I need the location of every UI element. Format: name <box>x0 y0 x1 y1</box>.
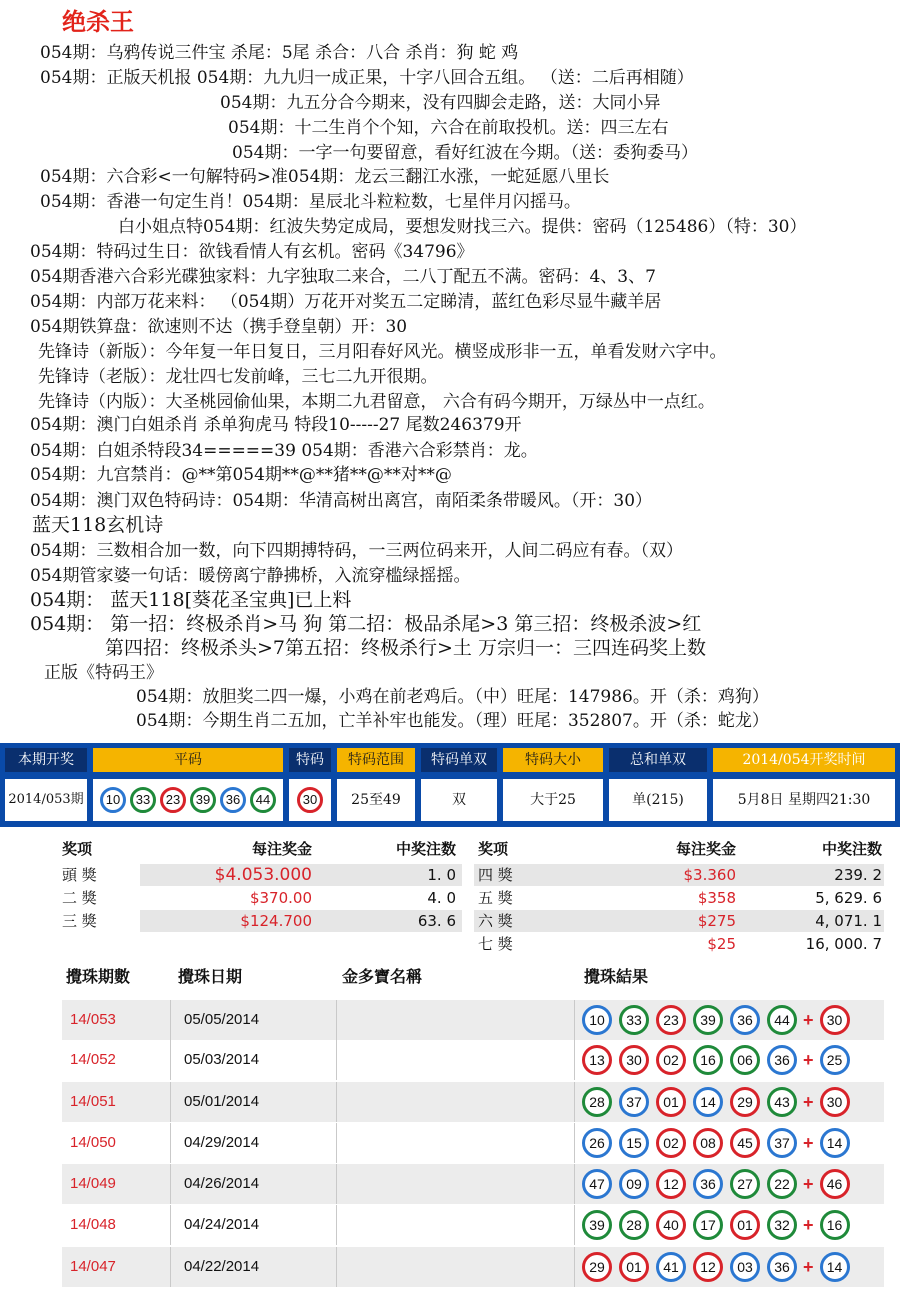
history-balls <box>582 1169 850 1199</box>
result-ball: 44 <box>767 1005 797 1035</box>
prize-count: 4. 0 <box>427 889 456 907</box>
regular-ball: 23 <box>160 787 186 813</box>
column-divider <box>336 1000 337 1040</box>
prize-amount: $275 <box>697 912 736 930</box>
history-balls <box>582 1128 850 1158</box>
special-result-ball: 30 <box>820 1005 850 1035</box>
result-ball: 36 <box>767 1252 797 1282</box>
text-line: 054期：内部万花来料： （054期）万花开对奖五二定睇清，蓝红色彩尽显牛藏羊居 <box>30 292 662 312</box>
special-result-ball: 46 <box>820 1169 850 1199</box>
history-date: 04/24/2014 <box>184 1216 260 1233</box>
column-divider <box>574 1040 575 1080</box>
prize-name: 頭 獎 <box>62 866 97 884</box>
text-line: 054期：澳门双色特码诗：054期：华清高树出离宫，南陌柔条带暖风。（开：30） <box>30 491 653 511</box>
history-row <box>62 1040 884 1080</box>
prize-count: 239. 2 <box>834 866 882 884</box>
result-ball: 02 <box>656 1128 686 1158</box>
result-ball: 30 <box>619 1045 649 1075</box>
column-divider <box>336 1247 337 1287</box>
result-ball: 29 <box>582 1252 612 1282</box>
result-ball: 36 <box>693 1169 723 1199</box>
text-line: 第四招：终极杀头>7第五招：终极杀行>土 万宗归一：三四连码奖上数 <box>105 637 706 659</box>
history-period: 14/052 <box>70 1051 116 1068</box>
history-date: 05/05/2014 <box>184 1011 260 1028</box>
text-line: 054期：九宫禁肖：@**第054期**@**猪**@**对**@ <box>30 465 452 485</box>
prize-count: 16, 000. 7 <box>805 935 882 953</box>
text-line: 白小姐点特054期：红波失势定成局，要想发财找三六。提供：密码（125486）（特：30） <box>118 217 807 237</box>
text-line: 054期：今期生肖二五加，亡羊补牢也能发。（理）旺尾：352807。开（杀：蛇龙） <box>136 711 769 731</box>
text-line: 054期：一字一句要留意，看好红波在今期。（送：委狗委马） <box>232 143 698 163</box>
result-ball: 43 <box>767 1087 797 1117</box>
result-ball: 39 <box>693 1005 723 1035</box>
column-divider <box>336 1123 337 1163</box>
prize-header-count: 中奖注数 <box>821 840 882 858</box>
prize-name: 二 獎 <box>62 889 97 907</box>
result-ball: 47 <box>582 1169 612 1199</box>
result-ball: 37 <box>619 1087 649 1117</box>
column-divider <box>336 1205 337 1245</box>
header-current-draw: 本期开奖 <box>5 748 87 772</box>
prize-name: 三 獎 <box>62 912 97 930</box>
header-range: 特码范围 <box>337 748 415 772</box>
text-line: 054期： 第一招：终极杀肖>马 狗 第二招：极品杀尾>3 第三招：终极杀波>红 <box>30 613 702 635</box>
history-period: 14/048 <box>70 1216 116 1233</box>
special-result-ball: 16 <box>820 1210 850 1240</box>
column-divider <box>170 1164 171 1204</box>
result-ball: 08 <box>693 1128 723 1158</box>
result-ball: 10 <box>582 1005 612 1035</box>
history-row <box>62 1205 884 1245</box>
text-line: 先锋诗（老版）：龙壮四七发前峰，三七二九开很期。 <box>38 367 438 387</box>
header-regular: 平码 <box>93 748 283 772</box>
history-row <box>62 1082 884 1122</box>
text-line: 054期：放胆奖二四一爆，小鸡在前老鸡后。（中）旺尾：147986。开（杀：鸡狗） <box>136 687 769 707</box>
text-line: 正版《特码王》 <box>44 663 163 683</box>
history-period: 14/053 <box>70 1011 116 1028</box>
prize-name: 五 獎 <box>478 889 513 907</box>
result-ball: 01 <box>730 1210 760 1240</box>
result-ball: 13 <box>582 1045 612 1075</box>
column-divider <box>336 1040 337 1080</box>
text-line: 054期：正版天机报 054期：九九归一成正果，十字八回合五组。 （送：二后再相随） <box>40 68 694 88</box>
prize-name: 七 獎 <box>478 935 513 953</box>
text-line: 054期：三数相合加一数，向下四期搏特码，一三两位码来开，人间二码应有春。（双） <box>30 541 683 561</box>
history-period: 14/050 <box>70 1134 116 1151</box>
history-header-name: 金多寶名稱 <box>342 967 423 986</box>
prize-amount: $124.700 <box>240 912 312 930</box>
result-ball: 29 <box>730 1087 760 1117</box>
special-result-ball: 14 <box>820 1128 850 1158</box>
header-sum-odd-even: 总和单双 <box>609 748 707 772</box>
special-ball-cell <box>289 779 331 821</box>
column-divider <box>170 1082 171 1122</box>
history-period: 14/049 <box>70 1175 116 1192</box>
prize-amount: $3.360 <box>683 866 736 884</box>
result-ball: 14 <box>693 1087 723 1117</box>
result-ball: 02 <box>656 1045 686 1075</box>
result-ball: 23 <box>656 1005 686 1035</box>
history-header-period: 攪珠期數 <box>66 967 131 986</box>
prize-header-item: 奖项 <box>478 840 509 858</box>
result-ball: 28 <box>619 1210 649 1240</box>
current-period: 2014/053期 <box>5 779 87 821</box>
prize-amount: $4.053.000 <box>214 865 312 885</box>
history-balls <box>582 1210 850 1240</box>
text-line: 蓝天118玄机诗 <box>32 514 164 536</box>
header-special: 特码 <box>289 748 331 772</box>
result-ball: 36 <box>767 1045 797 1075</box>
result-ball: 17 <box>693 1210 723 1240</box>
column-divider <box>336 1164 337 1204</box>
result-ball: 45 <box>730 1128 760 1158</box>
result-ball: 36 <box>730 1005 760 1035</box>
regular-ball: 10 <box>100 787 126 813</box>
result-ball: 28 <box>582 1087 612 1117</box>
header-next-time: 2014/054开奖时间 <box>713 748 895 772</box>
history-row <box>62 1247 884 1287</box>
header-odd-even: 特码单双 <box>421 748 497 772</box>
result-ball: 37 <box>767 1128 797 1158</box>
special-big-small: 大于25 <box>503 779 603 821</box>
history-balls <box>582 1252 850 1282</box>
text-line: 054期管家婆一句话：暖傍离宁静拂桥，入流穿槛绿摇摇。 <box>30 566 471 586</box>
plus-sign: + <box>803 1132 814 1153</box>
column-divider <box>574 1082 575 1122</box>
prize-count: 1. 0 <box>427 866 456 884</box>
column-divider <box>574 1205 575 1245</box>
text-line: 054期：特码过生日：欲钱看情人有玄机。密码《34796》 <box>30 242 474 262</box>
special-odd-even: 双 <box>421 779 497 821</box>
prize-name: 四 獎 <box>478 866 513 884</box>
result-ball: 33 <box>619 1005 649 1035</box>
column-divider <box>574 1123 575 1163</box>
header-big-small: 特码大小 <box>503 748 603 772</box>
result-ball: 06 <box>730 1045 760 1075</box>
history-balls <box>582 1045 850 1075</box>
history-balls <box>582 1087 850 1117</box>
text-line: 先锋诗（新版）：今年复一年日复日，三月阳春好风光。横竖成形非一五，单看发财六字中。 <box>38 342 727 362</box>
result-ball: 03 <box>730 1252 760 1282</box>
history-row <box>62 1164 884 1204</box>
text-line: 先锋诗（内版）：大圣桃园偷仙果，本期二九君留意， 六合有码今期开，万绿丛中一点红。 <box>38 392 715 412</box>
column-divider <box>574 1247 575 1287</box>
regular-ball: 36 <box>220 787 246 813</box>
special-result-ball: 25 <box>820 1045 850 1075</box>
prize-header-amount: 每注奖金 <box>675 840 736 858</box>
column-divider <box>170 1247 171 1287</box>
prize-header-item: 奖项 <box>62 840 93 858</box>
special-range: 25至49 <box>337 779 415 821</box>
results-table <box>0 743 900 827</box>
column-divider <box>574 1000 575 1040</box>
history-date: 05/01/2014 <box>184 1093 260 1110</box>
text-line: 054期：十二生肖个个知，六合在前取投机。送：四三左右 <box>228 118 669 138</box>
text-line: 054期铁算盘：欲速则不达（携手登皇朝）开：30 <box>30 317 408 337</box>
prize-count: 5, 629. 6 <box>815 889 882 907</box>
column-divider <box>336 1082 337 1122</box>
prize-name: 六 獎 <box>478 912 513 930</box>
prize-amount: $370.00 <box>249 889 312 907</box>
page-title: 绝杀王 <box>62 7 134 36</box>
history-period: 14/047 <box>70 1258 116 1275</box>
result-ball: 27 <box>730 1169 760 1199</box>
plus-sign: + <box>803 1091 814 1112</box>
text-line: 054期：澳门白姐杀肖 杀单狗虎马 特段10-----27 尾数246379开 <box>30 415 522 435</box>
result-ball: 15 <box>619 1128 649 1158</box>
text-line: 054期： 蓝天118[葵花圣宝典]已上料 <box>30 589 352 611</box>
text-line: 054期：九五分合今期来，没有四脚会走路，送：大同小异 <box>220 93 661 113</box>
result-ball: 32 <box>767 1210 797 1240</box>
column-divider <box>170 1000 171 1040</box>
regular-ball: 44 <box>250 787 276 813</box>
history-period: 14/051 <box>70 1093 116 1110</box>
column-divider <box>170 1205 171 1245</box>
regular-ball: 39 <box>190 787 216 813</box>
result-ball: 01 <box>656 1087 686 1117</box>
column-divider <box>574 1164 575 1204</box>
history-balls <box>582 1005 850 1035</box>
sum-odd-even: 单(215) <box>609 779 707 821</box>
special-result-ball: 30 <box>820 1087 850 1117</box>
plus-sign: + <box>803 1049 814 1070</box>
result-ball: 09 <box>619 1169 649 1199</box>
next-draw-time: 5月8日 星期四21:30 <box>713 779 895 821</box>
column-divider <box>170 1123 171 1163</box>
column-divider <box>170 1040 171 1080</box>
history-date: 04/26/2014 <box>184 1175 260 1192</box>
text-line: 054期：六合彩<一句解特码>准054期：龙云三翻江水涨，一蛇延愿八里长 <box>40 167 610 187</box>
prize-header-amount: 每注奖金 <box>251 840 312 858</box>
history-row <box>62 1123 884 1163</box>
prize-count: 4, 071. 1 <box>815 912 882 930</box>
special-result-ball: 14 <box>820 1252 850 1282</box>
special-ball: 30 <box>297 787 323 813</box>
history-date: 04/29/2014 <box>184 1134 260 1151</box>
result-ball: 40 <box>656 1210 686 1240</box>
history-date: 05/03/2014 <box>184 1051 260 1068</box>
result-ball: 22 <box>767 1169 797 1199</box>
result-ball: 39 <box>582 1210 612 1240</box>
text-line: 054期香港六合彩光碟独家料：九字独取二来合，二八丁配五不满。密码：4、3、7 <box>30 267 656 287</box>
text-line: 054期：香港一句定生肖！054期：星辰北斗粒粒数，七星伴月闪摇马。 <box>40 192 581 212</box>
prize-count: 63. 6 <box>417 912 456 930</box>
result-ball: 41 <box>656 1252 686 1282</box>
result-ball: 01 <box>619 1252 649 1282</box>
history-header-date: 攪珠日期 <box>178 967 243 986</box>
text-line: 054期：乌鸦传说三件宝 杀尾：5尾 杀合：八合 杀肖：狗 蛇 鸡 <box>40 43 519 63</box>
plus-sign: + <box>803 1256 814 1277</box>
plus-sign: + <box>803 1214 814 1235</box>
result-ball: 16 <box>693 1045 723 1075</box>
regular-ball: 33 <box>130 787 156 813</box>
text-line: 054期：白姐杀特段34=====39 054期：香港六合彩禁肖：龙。 <box>30 441 538 461</box>
prize-amount: $358 <box>697 889 736 907</box>
result-ball: 12 <box>693 1252 723 1282</box>
result-ball: 12 <box>656 1169 686 1199</box>
history-date: 04/22/2014 <box>184 1258 260 1275</box>
history-row <box>62 1000 884 1040</box>
regular-balls <box>93 779 283 821</box>
result-ball: 26 <box>582 1128 612 1158</box>
plus-sign: + <box>803 1173 814 1194</box>
plus-sign: + <box>803 1009 814 1030</box>
prize-amount: $25 <box>707 935 736 953</box>
prize-header-count: 中奖注数 <box>395 840 456 858</box>
history-header-result: 攪珠結果 <box>584 967 649 986</box>
